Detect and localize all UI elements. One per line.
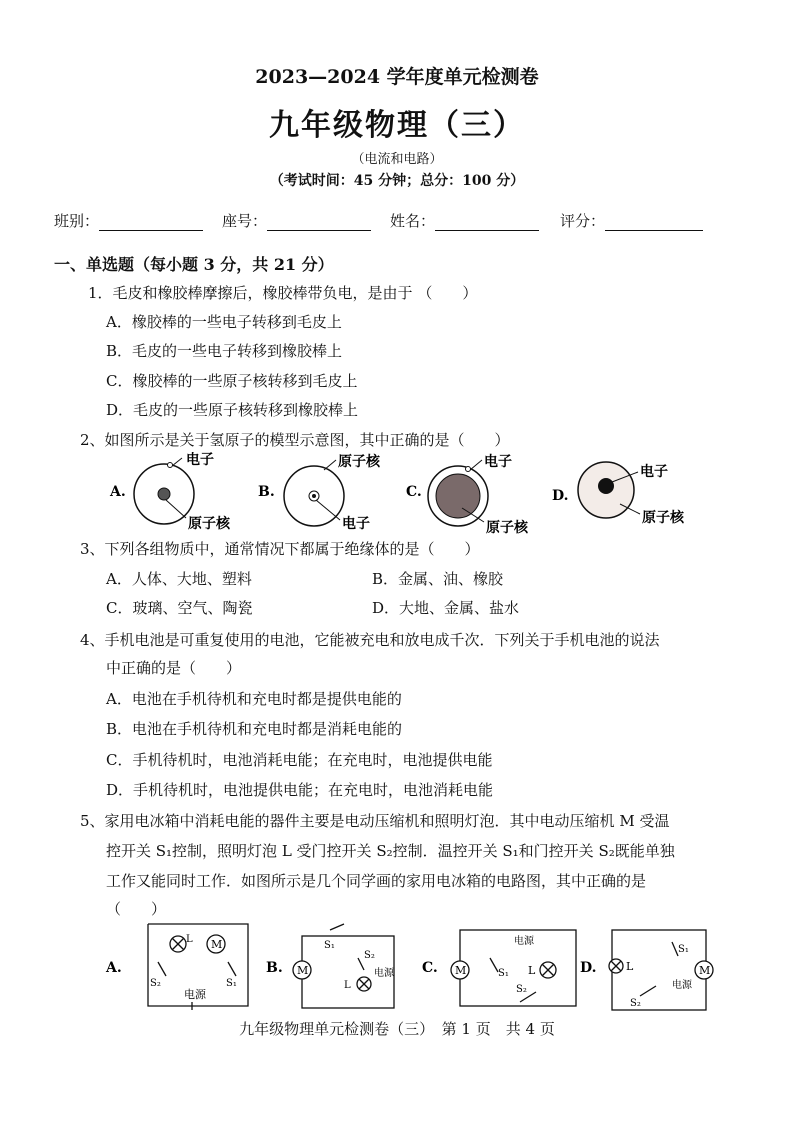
- q1-option-a[interactable]: A．橡胶棒的一些电子转移到毛皮上: [106, 313, 342, 331]
- q5-label-b[interactable]: B.: [266, 960, 283, 976]
- circuit-b-s1-label: S₁: [324, 940, 335, 951]
- circuit-c-s2-label: S₂: [516, 984, 527, 995]
- circuit-c-switch-s1: [490, 958, 498, 972]
- q2-d-electron-label: 电子: [640, 464, 668, 480]
- pointer-a-bottom: [166, 500, 186, 518]
- circuit-d-l-label: L: [626, 960, 634, 973]
- electron-d: [598, 478, 614, 494]
- exam-main-title: 九年级物理（三）: [269, 108, 525, 143]
- q4-option-a[interactable]: A．电池在手机待机和充电时都是提供电能的: [106, 690, 402, 708]
- score-field[interactable]: [560, 210, 703, 231]
- q2-label-a[interactable]: A.: [110, 484, 126, 500]
- circuit-a-power-label: 电源: [184, 988, 206, 1001]
- q5-label-a[interactable]: A.: [106, 960, 122, 976]
- q3-option-a[interactable]: A．人体、大地、塑料: [106, 570, 252, 588]
- nucleus-c: [436, 474, 480, 518]
- q2-stem: 2、如图所示是关于氢原子的模型示意图，其中正确的是（ ）: [80, 431, 510, 449]
- circuit-d-s2-label: S₂: [630, 998, 641, 1009]
- q2-c-electron-label: 电子: [484, 454, 512, 470]
- circuit-a-switch-s2: [158, 962, 166, 976]
- exam-info: （考试时间：45 分钟；总分：100 分）: [269, 173, 525, 189]
- section-title: 一、单选题（每小题 3 分，共 21 分）: [54, 255, 334, 274]
- q5-stem-line3: 工作又能同时工作．如图所示是几个同学画的家用电冰箱的电路图，其中正确的是: [106, 872, 647, 890]
- q2-d-nucleus-label: 原子核: [642, 510, 684, 526]
- center-b: [312, 494, 316, 498]
- electron-dot-a: [168, 463, 173, 468]
- q2-b-electron-label: 电子: [342, 516, 370, 532]
- q3-option-b[interactable]: B．金属、油、橡胶: [372, 570, 504, 588]
- circuit-a-m-label: M: [211, 938, 223, 951]
- circuit-b-s2-label: S₂: [364, 950, 375, 961]
- seat-label: 座号：: [222, 212, 268, 230]
- q1-stem: 1．毛皮和橡胶棒摩擦后，橡胶棒带负电，是由于 （ ）: [88, 284, 478, 302]
- circuit-c-power-label: 电源: [514, 936, 534, 947]
- exam-subtitle: （电流和电路）: [351, 152, 443, 167]
- q2-label-c[interactable]: C.: [406, 484, 422, 500]
- seat-field[interactable]: [222, 210, 371, 231]
- q5-label-d[interactable]: D.: [580, 960, 597, 976]
- name-blank[interactable]: [435, 216, 539, 231]
- q2-a-nucleus-label: 原子核: [188, 516, 230, 532]
- name-field[interactable]: [390, 210, 539, 231]
- circuit-c-l-label: L: [528, 964, 536, 977]
- pointer-c-top: [470, 460, 482, 470]
- circuit-a-l-label: L: [186, 934, 193, 945]
- atom-model-b[interactable]: [284, 453, 381, 532]
- q2-label-b[interactable]: B.: [258, 484, 275, 500]
- q3-option-d[interactable]: D．大地、金属、盐水: [372, 599, 520, 617]
- q4-stem-line1: 4、手机电池是可重复使用的电池，它能被充电和放电成千次．下列关于手机电池的说法: [80, 631, 660, 649]
- circuit-b-power-label: 电源: [374, 968, 394, 979]
- q1-option-d[interactable]: D．毛皮的一些原子核转移到橡胶棒上: [106, 401, 359, 419]
- q3-stem: 3、下列各组物质中，通常情况下都属于绝缘体的是（ ）: [80, 540, 480, 558]
- circuit-d-power-label: 电源: [672, 980, 692, 991]
- q2-c-nucleus-label: 原子核: [486, 520, 528, 536]
- q4-option-d[interactable]: D．手机待机时，电池提供电能；在充电时，电池消耗电能: [106, 781, 494, 799]
- q5-stem-line2: 控开关 S₁控制，照明灯泡 L 受门控开关 S₂控制．温控开关 S₁和门控开关 S₂既能单独: [106, 842, 675, 860]
- pointer-b-bottom: [316, 500, 340, 520]
- circuit-b-m-label: M: [297, 964, 309, 977]
- exam-year-title: 2023—2024 学年度单元检测卷: [255, 66, 539, 88]
- score-label: 评分：: [560, 212, 606, 230]
- class-label: 班别：: [54, 212, 100, 230]
- q5-stem-line4: （ ）: [106, 900, 167, 918]
- q4-stem-line2: 中正确的是（ ）: [106, 659, 242, 677]
- pointer-a-top: [172, 458, 182, 466]
- circuit-c-m-label: M: [455, 964, 467, 977]
- q2-atom-figures: [100, 452, 720, 536]
- score-blank[interactable]: [605, 216, 703, 231]
- pointer-b-top: [324, 460, 336, 470]
- q5-stem-line1: 5、家用电冰箱中消耗电能的器件主要是电动压缩机和照明灯泡．其中电动压缩机 M 受温: [80, 812, 670, 830]
- circuit-d-switch-s2: [640, 986, 656, 996]
- circuit-a-s1-label: S₁: [226, 978, 237, 989]
- circuit-a-s2-label: S₂: [150, 978, 161, 989]
- q4-option-b[interactable]: B．电池在手机待机和充电时都是消耗电能的: [106, 720, 403, 738]
- page-footer: 九年级物理单元检测卷（三） 第 1 页 共 4 页: [239, 1020, 555, 1038]
- circuit-a-switch-s1: [228, 962, 236, 976]
- electron-dot-c: [466, 467, 471, 472]
- circuit-b-switch-s1: [330, 924, 344, 930]
- circuit-d-m-label: M: [699, 964, 711, 977]
- q1-option-c[interactable]: C．橡胶棒的一些原子核转移到毛皮上: [106, 372, 358, 390]
- q5-label-c[interactable]: C.: [422, 960, 438, 976]
- circuit-d-s1-label: S₁: [678, 944, 689, 955]
- q2-a-electron-label: 电子: [186, 452, 214, 468]
- nucleus-a: [158, 488, 170, 500]
- circuit-b-l-label: L: [344, 980, 351, 991]
- seat-blank[interactable]: [267, 216, 371, 231]
- class-blank[interactable]: [99, 216, 203, 231]
- atom-model-d[interactable]: [578, 462, 685, 526]
- circuit-c-s1-label: S₁: [498, 968, 509, 979]
- atom-model-c[interactable]: [428, 453, 529, 536]
- circuit-d[interactable]: [609, 930, 713, 1010]
- q3-option-c[interactable]: C．玻璃、空气、陶瓷: [106, 599, 253, 617]
- q2-b-nucleus-label: 原子核: [338, 454, 380, 470]
- q5-circuit-figures: [100, 918, 720, 1014]
- q2-label-d[interactable]: D.: [552, 488, 569, 504]
- q1-option-b[interactable]: B．毛皮的一些电子转移到橡胶棒上: [106, 342, 343, 360]
- q4-option-c[interactable]: C．手机待机时，电池消耗电能；在充电时，电池提供电能: [106, 751, 493, 769]
- name-label: 姓名：: [390, 212, 436, 230]
- class-field[interactable]: [54, 210, 203, 231]
- atom-model-a[interactable]: [134, 452, 231, 532]
